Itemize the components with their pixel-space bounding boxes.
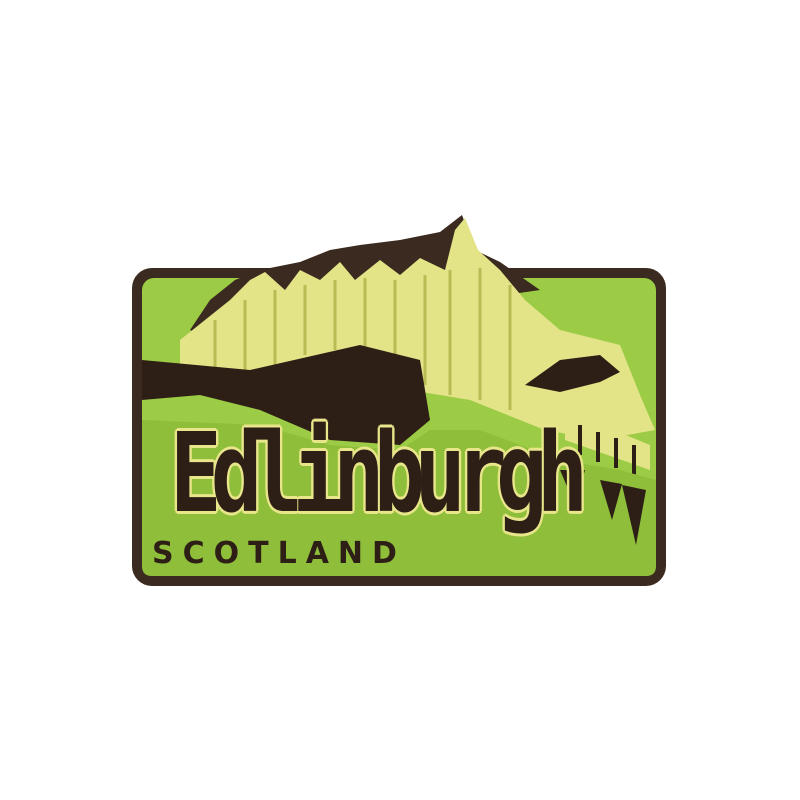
- patch-title: Edlinburgh: [170, 409, 578, 537]
- patch-subtitle: SCOTLAND: [152, 536, 406, 571]
